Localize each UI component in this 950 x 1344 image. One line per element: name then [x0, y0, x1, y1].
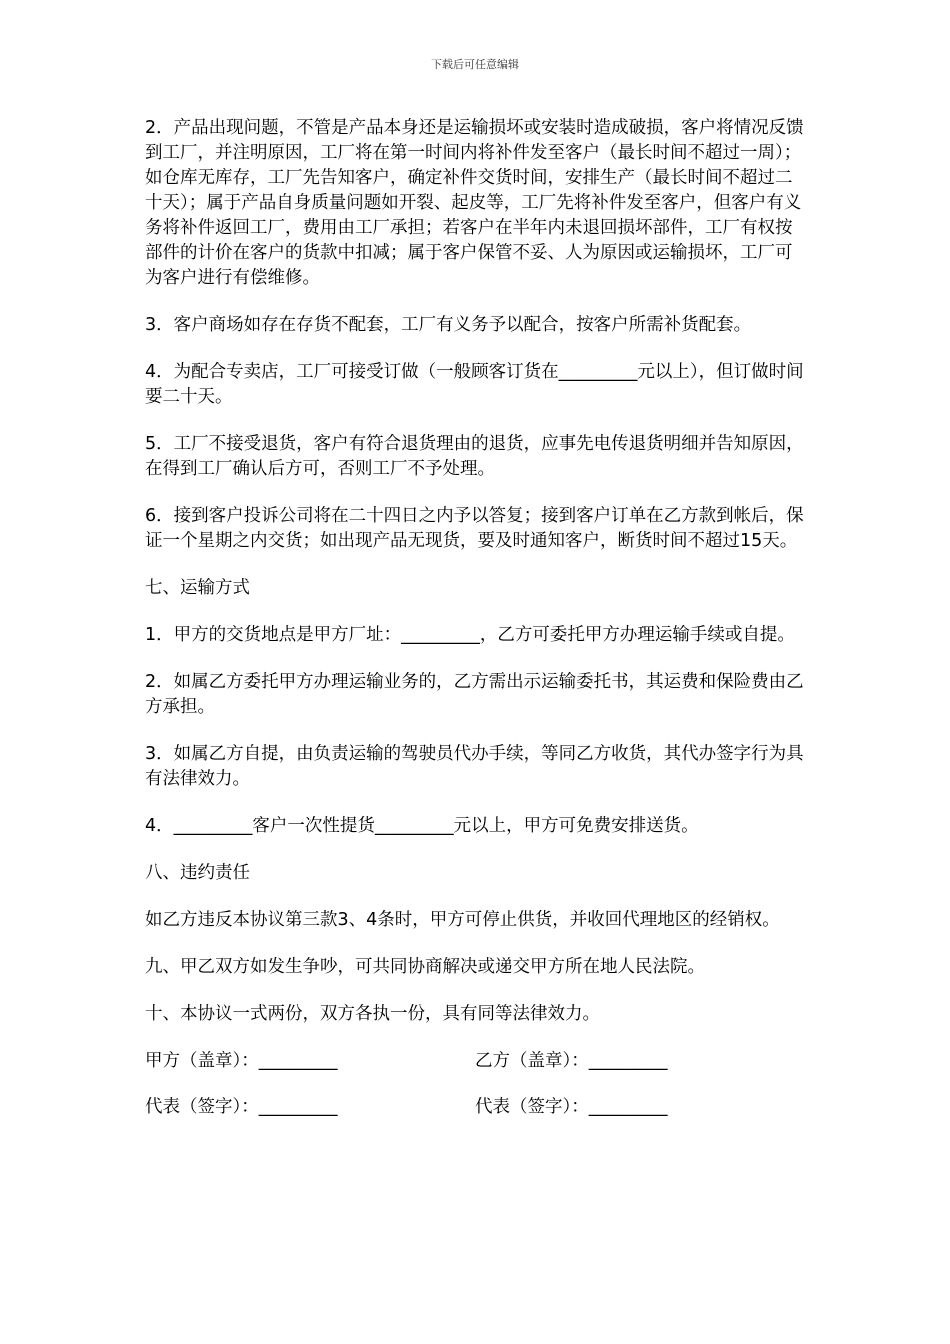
section-heading-transport: 七、运输方式	[145, 578, 250, 598]
clause-copies: 十、本协议一式两份，双方各执一份，具有同等法律效力。	[145, 1004, 600, 1024]
clause-transport-delegation: 2．如属乙方委托甲方办理运输业务的，乙方需出示运输委托书，其运费和保险费由乙方承担。	[145, 672, 804, 717]
clause-self-pickup: 3．如属乙方自提，由负责运输的驾驶员代办手续，等同乙方收货，其代办签字行为具有法律效力。	[145, 744, 804, 789]
page-header: 下载后可任意编辑	[431, 58, 519, 71]
party-b-rep-line: 代表（签字）：_________	[475, 1097, 668, 1117]
party-a-rep-line: 代表（签字）：_________	[145, 1097, 338, 1117]
signature-row-representative	[145, 1095, 805, 1120]
signature-row-seal	[145, 1049, 805, 1074]
clause-product-issues: 2．产品出现问题，不管是产品本身还是运输损坏或安装时造成破损，客户将情况反馈到工厂，并注明原因，工厂将在第一时间内将补件发至客户（最长时间不超过一周）；如仓库无库存，工厂先告知客户，确定补件交货时间，安排生产（最长时间不超过二十天）；属于产品自身质量问题如开裂、起皮等，工厂先将补件发至客户，但客户有义务将补件返回工厂，费用由工厂承担；若客户在半年内未退回损坏部件，工厂有权按部件的计价在客户的货款中扣减；属于客户保管不妥、人为原因或运输损坏，工厂可为客户进行有偿维修。	[145, 118, 804, 288]
party-a-seal-line: 甲方（盖章）：_________	[145, 1051, 338, 1071]
clause-complaints-delivery: 6．接到客户投诉公司将在二十四日之内予以答复；接到客户订单在乙方款到帐后，保证一个星期之内交货；如出现产品无现货，要及时通知客户，断货时间不超过15天。	[145, 506, 804, 551]
clause-delivery-location: 1．甲方的交货地点是甲方厂址：_________，乙方可委托甲方办理运输手续或自提。	[145, 625, 795, 645]
section-heading-liability: 八、违约责任	[145, 863, 250, 883]
party-b-seal-line: 乙方（盖章）：_________	[475, 1051, 668, 1071]
clause-returns: 5．工厂不接受退货，客户有符合退货理由的退货，应事先电传退货明细并告知原因，在得到工厂确认后方可，否则工厂不予处理。	[145, 434, 804, 479]
document-body	[145, 116, 805, 1141]
clause-stock-matching: 3．客户商场如存在存货不配套，工厂有义务予以配合，按客户所需补货配套。	[145, 315, 752, 335]
clause-dispute: 九、甲乙双方如发生争吵，可共同协商解决或递交甲方所在地人民法院。	[145, 957, 705, 977]
clause-custom-orders: 4．为配合专卖店，工厂可接受订做（一般顾客订货在_________元以上），但订做时间要二十天。	[145, 362, 804, 407]
clause-free-delivery: 4．_________客户一次性提货_________元以上，甲方可免费安排送货。	[145, 816, 699, 836]
clause-breach: 如乙方违反本协议第三款3、4条时，甲方可停止供货，并收回代理地区的经销权。	[145, 910, 780, 930]
